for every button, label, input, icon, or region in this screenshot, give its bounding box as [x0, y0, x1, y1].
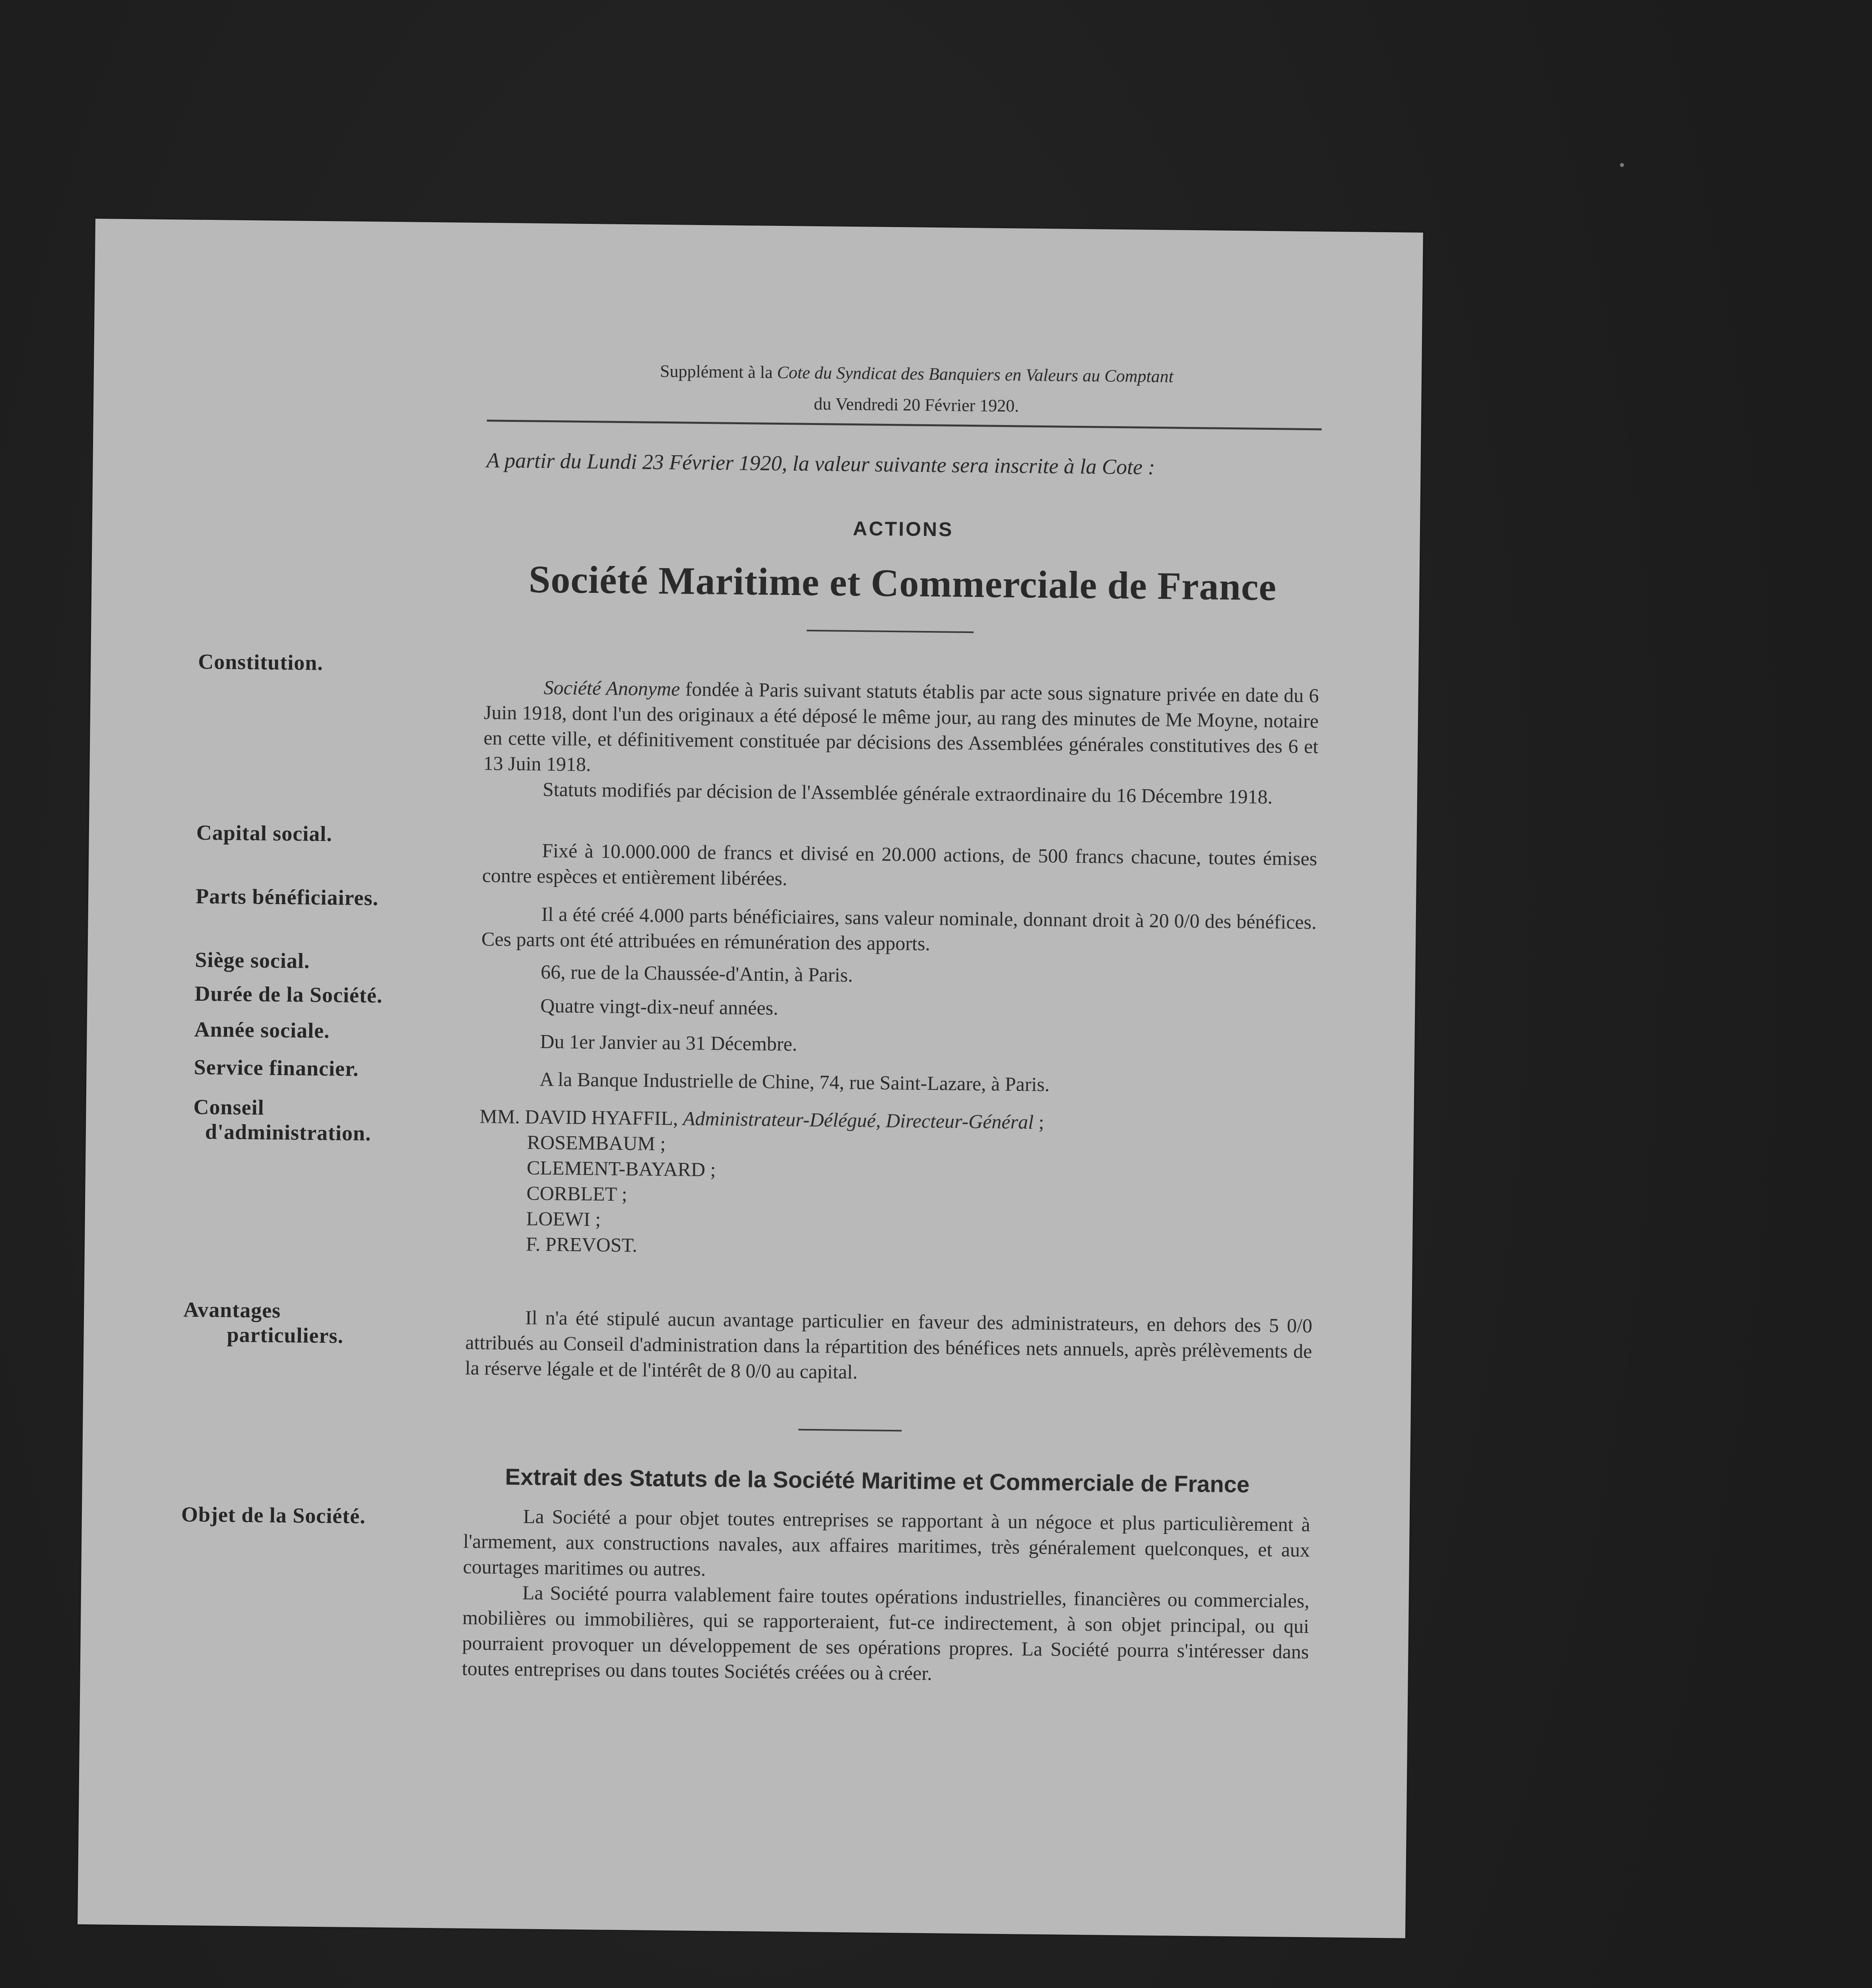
label-service: Service financier.	[194, 1055, 359, 1081]
dust-speck	[1620, 163, 1624, 167]
admin-member: LOEWI ;	[526, 1207, 601, 1231]
text-objet	[462, 1503, 1311, 1690]
text-service	[480, 1066, 1315, 1100]
supplement-italic: Cote du Syndicat des Banquiers en Valeurs au Comptant	[777, 362, 1174, 386]
supplement-header	[539, 355, 1295, 425]
text-avantages	[465, 1304, 1312, 1389]
siege-text: 66, rue de la Chaussée-d'Antin, à Paris.	[540, 960, 853, 986]
label-conseil-line2: d'administration.	[205, 1120, 371, 1145]
text-constitution	[483, 674, 1319, 810]
text-siege	[481, 958, 1316, 992]
objet-p2: La Société pourra valablement faire toutes opérations industrielles, financières ou commerciales, mobilières ou immobilières, qui se rapporteraient, fut-ce indirectement, à son objet principal, ou qui pourraient provoquer un développement de ses opérations propres. La Société pourra s'intéresser dans toutes entreprises ou dans toutes Sociétés créées ou à créer.	[462, 1581, 1310, 1685]
parts-text: Il a été créé 4.000 parts bénéficiaires, sans valeur nominale, donnant droit à 20 0/0 des bénéfices. Ces parts ont été attribuées en rémunération des apports.	[481, 903, 1317, 955]
text-conseil	[478, 1103, 1315, 1265]
label-siege: Siège social.	[195, 947, 310, 973]
admin-first-suffix: ;	[1033, 1110, 1044, 1134]
text-capital	[482, 837, 1317, 897]
label-conseil	[193, 1095, 372, 1146]
label-parts: Parts bénéficiaires.	[195, 884, 379, 910]
intro-text: A partir du Lundi 23 Février 1920, la valeur suivante sera inscrite à la Cote :	[486, 448, 1155, 479]
section-label-actions: ACTIONS	[853, 517, 954, 541]
date-line: du Vendredi 20 Février 1920.	[813, 394, 1019, 416]
label-avantages-line1: Avantages	[183, 1297, 281, 1323]
label-annee: Année sociale.	[194, 1017, 330, 1043]
text-parts	[481, 901, 1317, 960]
duree-text: Quatre vingt-dix-neuf années.	[540, 994, 778, 1019]
supplement-prefix: Supplément à la	[660, 361, 773, 382]
admin-member: CORBLET ;	[526, 1182, 627, 1206]
annee-text: Du 1er Janvier au 31 Décembre.	[540, 1030, 797, 1055]
label-capital: Capital social.	[196, 820, 333, 846]
document-sheet	[78, 219, 1423, 1938]
label-avantages-line2: particuliers.	[227, 1322, 344, 1348]
constitution-p1: fondée à Paris suivant statuts établis par acte sous signature privée en date du 6 Juin 1918, dont l'un des originaux a été déposé le même jour, au rang des minutes de Me Moyne, notaire en cette ville, et définitivement constituée par décisions des Assemblées générales constitutives des 6 et 13 Juin 1918.	[483, 678, 1319, 776]
text-duree	[481, 992, 1316, 1026]
admin-member: F. PREVOST.	[526, 1233, 638, 1256]
admin-list	[478, 1103, 1315, 1265]
constitution-p2: Statuts modifiés par décision de l'Assemblée générale extraordinaire du 16 Décembre 1918.	[542, 778, 1273, 808]
label-duree: Durée de la Société.	[194, 981, 383, 1008]
label-conseil-line1: Conseil	[193, 1095, 264, 1120]
admin-member: CLEMENT-BAYARD ;	[526, 1156, 716, 1181]
company-title: Société Maritime et Commerciale de France	[528, 558, 1277, 609]
label-objet: Objet de la Société.	[181, 1502, 366, 1528]
capital-text: Fixé à 10.000.000 de francs et divisé en 20.000 actions, de 500 francs chacune, toutes émises contre espèces et entièrement libérées.	[482, 839, 1317, 890]
label-constitution: Constitution.	[198, 649, 324, 675]
admin-first-name: MM. DAVID HYAFFIL,	[479, 1105, 678, 1130]
extrait-title: Extrait des Statuts de la Société Maritime et Commerciale de France	[505, 1464, 1250, 1498]
constitution-italic: Société Anonyme	[543, 676, 680, 700]
admin-member: ROSEMBAUM ;	[527, 1131, 666, 1155]
label-avantages	[183, 1297, 344, 1348]
title-rule	[807, 630, 974, 633]
text-annee	[480, 1028, 1315, 1062]
admin-first-role: Administrateur-Délégué, Directeur-Général	[683, 1107, 1034, 1133]
objet-p1: La Société a pour objet toutes entreprises se rapportant à un négoce et plus particulièrement à l'armement, aux constructions navales, aux affaires maritimes, très généralement quelconques, et aux courtages maritimes ou autres.	[463, 1505, 1311, 1580]
section-divider	[798, 1429, 902, 1432]
service-text: A la Banque Industrielle de Chine, 74, rue Saint-Lazare, à Paris.	[539, 1068, 1050, 1096]
avantages-text: Il n'a été stipulé aucun avantage particulier en faveur des administrateurs, en dehors des 5 0/0 attribués au Conseil d'administration dans la répartition des bénéfices nets annuels, après prélèvements de la réserve légale et de l'intérêt de 8 0/0 au capital.	[465, 1306, 1313, 1383]
